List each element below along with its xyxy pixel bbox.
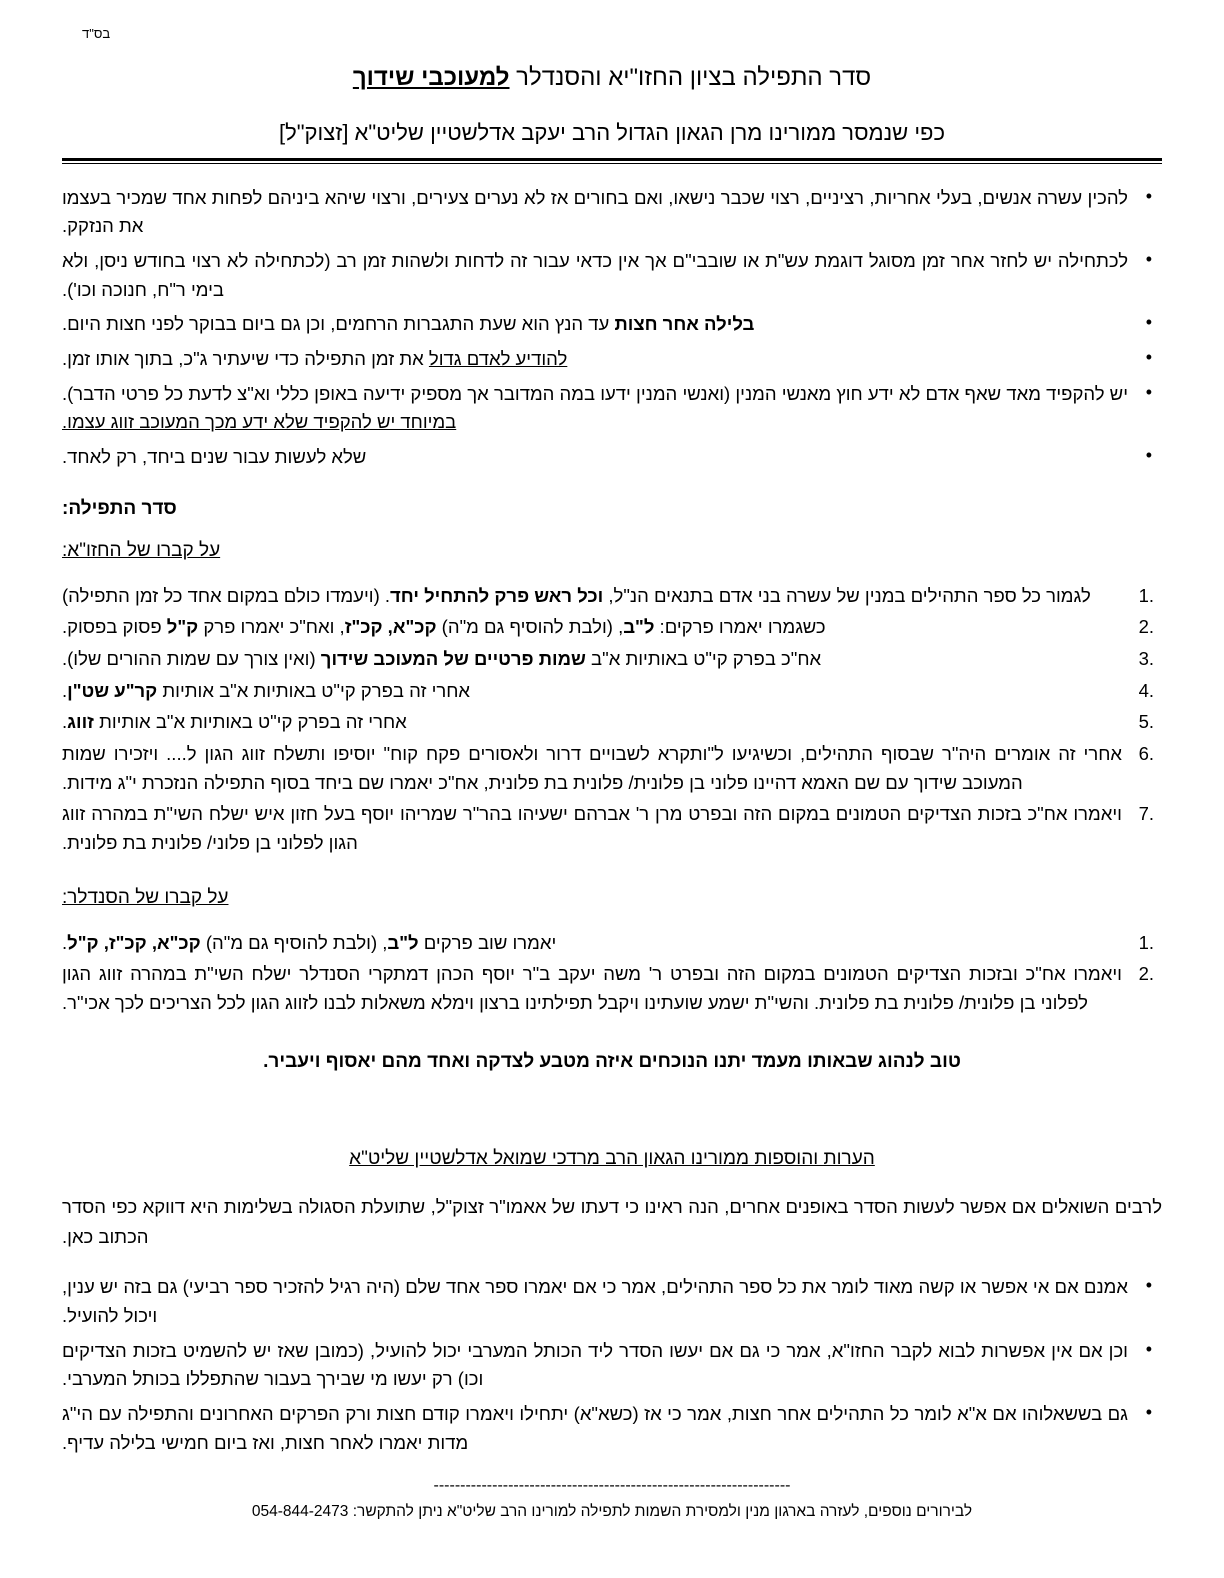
emphasis-bold: ל"ב (387, 931, 419, 953)
text-run: אחרי זה בפרק קי"ט באותיות א"ב אותיות (157, 679, 471, 701)
text-run: , (ולבת להוסיף גם מ"ה) (200, 931, 388, 953)
intro-bullet-item (62, 380, 1162, 437)
text-run: את זמן התפילה כדי שיעתיר ג"כ, בתוך אותו זמן. (62, 347, 429, 369)
intro-bullet-item (62, 345, 1162, 374)
sandlar-numbered-list (62, 929, 1162, 1018)
chazon-list-item (62, 582, 1162, 611)
footer-contact: לבירורים נוספים, לעזרה בארגון מנין ולמסירת השמות לתפילה למורינו הרב שליט"א ניתן להתקשר: 054-844-2473 (251, 1503, 973, 1521)
page-title-plain: סדר התפילה בציון החזו"יא והסנדלר (509, 64, 872, 91)
emphasis-bold: ל"ב (623, 616, 655, 638)
text-run: וכן אם אין אפשרות לבוא לקבר החזו"א, אמר כי גם אם יעשו הסדר ליד הכותל המערבי יכול להועיל, (כמובן שאז יש להשמיט בזכות הצדיקים וכו) רק יעשו מי שבירך בעבור שהתפללו בכותל המערבי. (62, 1339, 1128, 1390)
text-run: פסוק בפסוק. (62, 616, 167, 638)
text-run: , (ולבת להוסיף גם מ"ה) (436, 616, 624, 638)
sandlar-list-item (62, 929, 1162, 958)
intro-bullet-item (62, 247, 1162, 304)
text-run: . (62, 711, 68, 733)
emphasis-bold: ק"ל (166, 616, 199, 638)
text-run: . (62, 931, 68, 953)
text-run: לגמור כל ספר התהילים במנין של עשרה בני אדם בתנאים הנ"ל, (603, 584, 1091, 606)
emphasis-bold: זווג (67, 711, 94, 733)
emphasis-underline: במיוחד יש להקפיד שלא ידע מכך המעוכב זווג עצמו. (62, 411, 457, 433)
text-run: שלא לעשות עבור שנים ביחד, רק לאחד. (62, 445, 367, 467)
notes-intro-paragraph: לרבים השואלים אם אפשר לעשות הסדר באופנים אחרים, הנה ראינו כי דעתו של אאמו"ר זצוק"ל, שתועלת הסגולה בשלימות היא דווקא כפי הסדר הכתוב כאן. (62, 1196, 1162, 1247)
intro-bullet-list (62, 184, 1162, 472)
page-subtitle: כפי שנמסר ממורינו מרן הגאון הגדול הרב יעקב אדלשטיין שליט"א [זצוק"ל] (278, 120, 946, 145)
text-run: אחרי זה אומרים היה"ר שבסוף התהילים, וכשיגיעו ל"ותקרא לשבויים דרור ולאסורים פקח קוח" יוסיפו ותשלח זווג הגון ל.... ויזכירו שמות המעוכב שידוך עם שם האמא דהיינו פלוני בן פלונית/ פלונית בת פלונית, אח"כ יאמרו שם ביחד בסוף התפילה הנזכרת י"ג מידות. (62, 743, 1122, 793)
chazon-grave-heading: על קברו של החזו"א: (62, 539, 221, 561)
emphasis-bold: קר"ע שט"ן (67, 679, 158, 701)
chazon-numbered-list (62, 582, 1162, 858)
notes-bullet-item (62, 1337, 1162, 1394)
chazon-list-item (62, 800, 1162, 857)
intro-bullet-item (62, 184, 1162, 241)
chazon-list-item (62, 740, 1162, 797)
notes-heading: הערות והוספות ממורינו הגאון הרב מרדכי שמואל אדלשטיין שליט"א (349, 1148, 875, 1170)
order-heading: סדר התפילה: (62, 497, 177, 519)
sandlar-grave-heading: על קברו של הסנדלר: (62, 886, 229, 908)
notes-bullet-item (62, 1273, 1162, 1330)
chazon-list-item (62, 677, 1162, 706)
notes-bullet-list (62, 1273, 1162, 1457)
emphasis-bold: בלילה אחר חצות (614, 313, 755, 335)
text-run: להכין עשרה אנשים, בעלי אחריות, רציניים, רצוי שכבר נישאו, ואם בחורים אז לא נערים צעירים, ורצוי שיהא ביניהם לפחות אחד שמכיר בעצמו את הנזקק. (62, 186, 1128, 237)
text-run: עד הנץ הוא שעת התגברות הרחמים, וכן גם ביום בבוקר לפני חצות היום. (62, 313, 615, 335)
emphasis-bold: וכל ראש פרק להתחיל יחד (390, 584, 604, 606)
text-run: אח"כ בפרק קי"ט באותיות א"ב (585, 647, 822, 669)
text-run: יש להקפיד מאד שאף אדם לא ידע חוץ מאנשי המנין (ואנשי המנין ידעו במה המדובר אך מספיק ידיעה באופן כללי וא"צ לדעת כל פרטי הדבר). (62, 382, 1128, 404)
notes-bullet-item (62, 1400, 1162, 1457)
text-run: כשגמרו יאמרו פרקים: (654, 616, 826, 638)
chazon-list-item (62, 645, 1162, 674)
intro-bullet-item (62, 310, 1162, 339)
emphasis-underline: להודיע לאדם גדול (428, 347, 568, 369)
text-run: גם בששאלוהו אם א"א לומר כל התהילים אחר חצות, אמר כי אז (כשא"א) יתחילו ויאמרו קודם חצות ורק הפרקים האחרונים והתפילה עם הי"ג מדות יאמרו לאחר חצות, ואז ביום חמישי בלילה עדיף. (62, 1403, 1128, 1453)
tzedaka-note: טוב לנהוג שבאותו מעמד יתנו הנוכחים איזה מטבע לצדקה ואחד מהם יאסוף ויעביר. (263, 1050, 961, 1072)
chazon-list-item (62, 708, 1162, 737)
text-run: . (ויעמדו כולם במקום אחד כל זמן התפילה) (62, 584, 391, 606)
text-run: , ואח"כ יאמרו פרק (198, 616, 345, 638)
spacer (62, 861, 1162, 887)
intro-bullet-item (62, 443, 1162, 472)
text-run: אחרי זה בפרק קי"ט באותיות א"ב אותיות (93, 711, 407, 733)
footer-separator: ------------------------------------------------------------------- (433, 1477, 791, 1495)
text-run: ויאמרו אח"כ ובזכות הצדיקים הטמונים במקום הזה ובפרט ר' משה יעקב ב"ר יוסף הכהן דמתקרי הסנדלר ישלח השי"ת במהרה זווג הגון לפלוני בן פלונית/ פלונית בת פלונית. והשי"ת ישמע שועתינו ויקבל תפילתינו ברצון וימלא משאלות לבנו לזווג הגון לכל הצריכים לכך אכי"ר. (62, 963, 1122, 1014)
chazon-list-item (62, 613, 1162, 642)
text-run: אמנם אם אי אפשר או קשה מאוד לומר את כל ספר התהילים, אמר כי אם יאמרו ספר אחד שלם (היה רגיל להזכיר ספר רביעי) גם בזה יש ענין, ויכול להועיל. (62, 1276, 1128, 1327)
emphasis-bold: שמות פרטיים של המעוכב שידוך (320, 647, 586, 669)
text-run: לכתחילה יש לחזר אחר זמן מסוגל דוגמת עש"ת או שובבי"ם אך אין כדאי עבור זה לדחות ולשהות זמן רב (לכתחילה לא רצוי בחודש ניסן, ולא בימי ר"ח, חנוכה וכו'). (62, 249, 1128, 300)
page-title-emphasis: למעוכבי שידוך (352, 64, 510, 91)
text-run: ויאמרו אח"כ בזכות הצדיקים הטמונים במקום הזה ובפרט מרן ר' אברהם ישעיהו בהר"ר שמריהו יוסף בעל חזון איש ישלח השי"ת במהרה זווג הגון לפלוני בן פלוני/ פלונית בת פלונית. (62, 803, 1122, 854)
page-title (62, 63, 1162, 93)
bsd-marker: בס"ד (82, 26, 111, 41)
header-divider (62, 158, 1162, 164)
text-run: (ואין צורך עם שמות ההורים שלו). (62, 647, 321, 669)
text-run: . (62, 679, 68, 701)
text-run: יאמרו שוב פרקים (418, 931, 557, 953)
emphasis-bold: קכ"א, קכ"ז (344, 616, 437, 638)
sandlar-list-item (62, 960, 1162, 1017)
emphasis-bold: קכ"א, קכ"ז, ק"ל (67, 931, 201, 953)
